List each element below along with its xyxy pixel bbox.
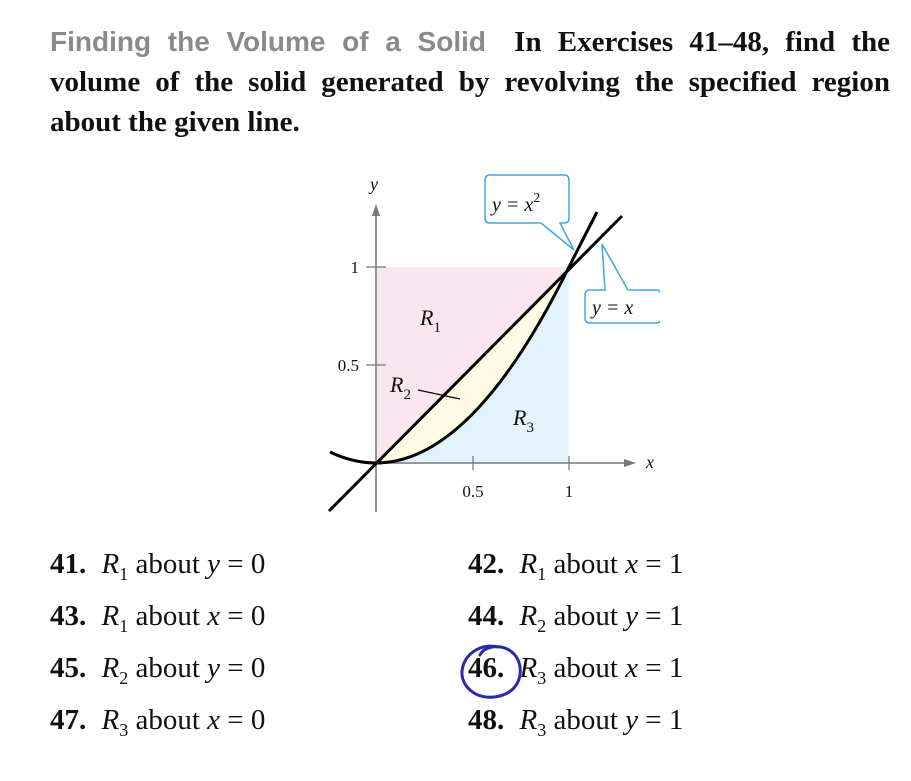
callout-line-text: y = x bbox=[592, 297, 634, 319]
line-y-equals-x bbox=[329, 216, 622, 511]
exercise-47: 47. $R_3$ about x = 0 bbox=[50, 704, 266, 740]
region-r1-label: $R_1$ bbox=[420, 305, 441, 336]
handwritten-circle-annotation bbox=[458, 641, 528, 703]
y-axis-label: y bbox=[370, 174, 378, 194]
instructions-text: In Exercises 41–48, find the volume of the solid generated by revolving the specified region about the given line. bbox=[50, 26, 891, 138]
region-r3-label: $R_3$ bbox=[513, 405, 534, 436]
exercise-header bbox=[50, 22, 890, 142]
callout-parabola-text: $y = x^2$ bbox=[492, 191, 541, 216]
exercise-42: 42. $R_1$ about x = 1 bbox=[468, 548, 684, 584]
exercise-48: 48. $R_3$ about y = 1 bbox=[468, 704, 684, 740]
y-tick-label-half: 0.5 bbox=[337, 356, 359, 375]
exercise-41: 41. $R_1$ about y = 0 bbox=[50, 548, 266, 584]
x-axis-arrow bbox=[624, 459, 636, 467]
y-tick-label-one: 1 bbox=[350, 258, 359, 277]
exercise-43: 43. $R_1$ about x = 0 bbox=[50, 600, 266, 636]
section-title: Finding the Volume of a Solid bbox=[50, 26, 486, 57]
x-tick-label-one: 1 bbox=[564, 482, 574, 501]
x-tick-label-half: 0.5 bbox=[462, 482, 484, 501]
exercise-44: 44. $R_2$ about y = 1 bbox=[468, 600, 684, 636]
region-r2-label: $R_2$ bbox=[390, 372, 411, 403]
y-axis-arrow bbox=[372, 204, 380, 216]
x-axis-label: x bbox=[646, 452, 654, 472]
region-graph bbox=[300, 165, 660, 525]
exercise-46: 46. $R_3$ about x = 1 bbox=[468, 652, 684, 688]
exercise-45: 45. $R_2$ about y = 0 bbox=[50, 652, 266, 688]
